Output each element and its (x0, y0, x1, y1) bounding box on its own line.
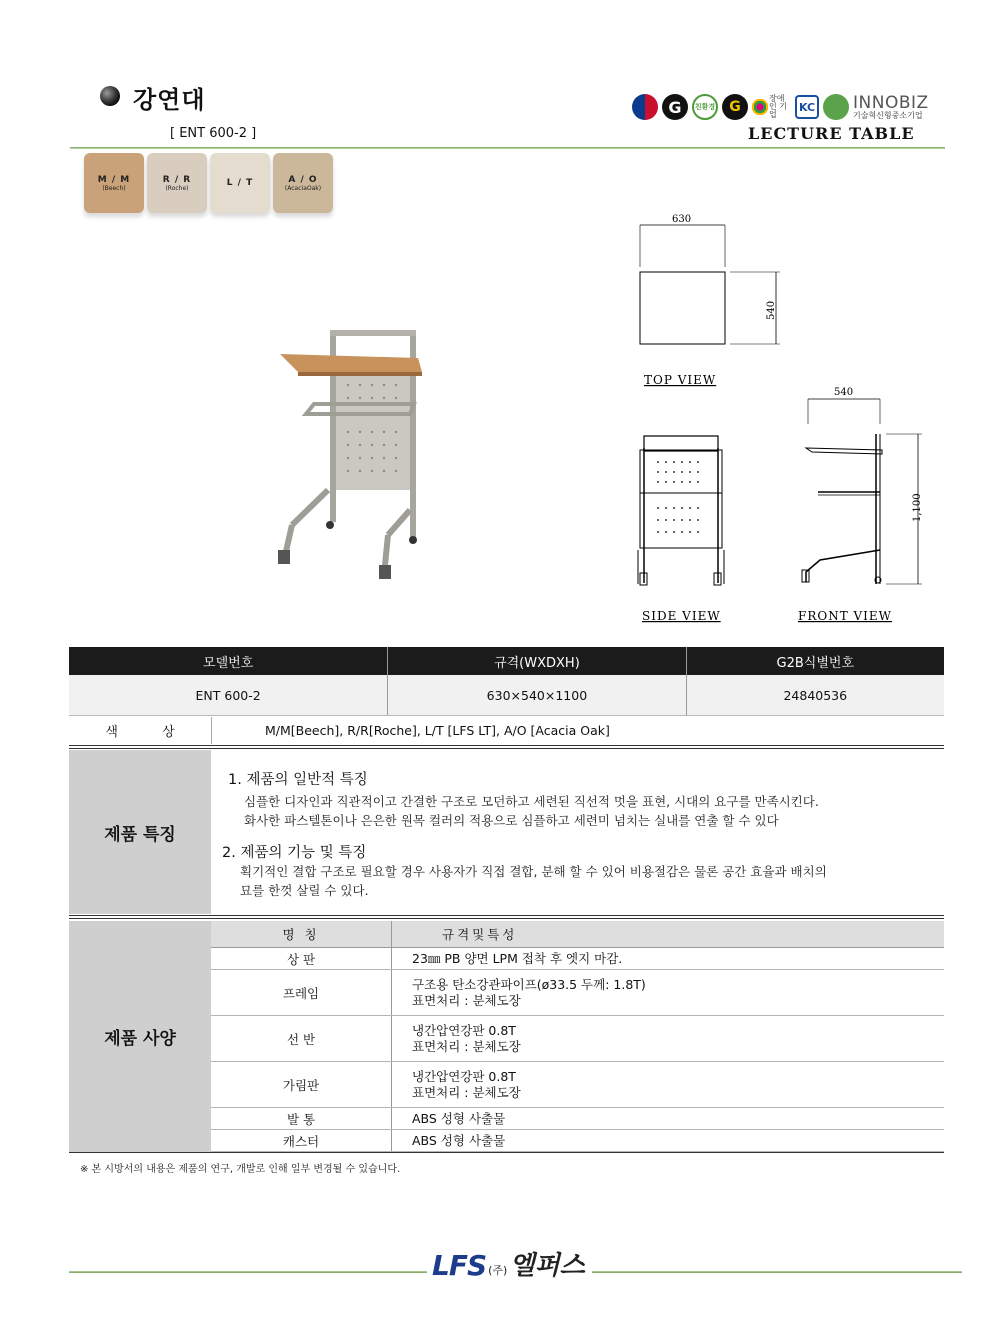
swatch-code: L / T (226, 178, 254, 188)
color-swatches (84, 153, 333, 213)
spec-value-line1: 냉간압연강판 0.8T (412, 1022, 516, 1038)
company-name-kor: 엘퍼스 (509, 1251, 585, 1281)
features-section (69, 750, 944, 914)
footer-divider-right (592, 1271, 962, 1273)
feature-line-1: 심플한 디자인과 직관적이고 간결한 구조로 모던하고 세련된 직선적 멋을 표현, 시대의 요구를 만족시킨다. (244, 794, 819, 809)
section-divider (69, 918, 944, 919)
spec-name: 프레임 (211, 970, 392, 1016)
title-bullet-icon (100, 86, 120, 106)
company-brand: LFS (432, 1249, 487, 1282)
swatch-acacia (273, 153, 333, 213)
features-body (211, 750, 944, 914)
spec-value-line1: 23㎜ PB 양면 LPM 접착 후 엣지 마감. (412, 950, 623, 966)
table-row (211, 1062, 944, 1108)
spec-header-size: 규격(WXDXH) (388, 647, 686, 675)
spec-table-row (69, 675, 944, 716)
swatch-lt (210, 153, 270, 213)
top-view-label: TOP VIEW (644, 373, 717, 387)
social-enterprise-icon (823, 94, 849, 120)
front-view-label: FRONT VIEW (798, 609, 893, 623)
model-code: [ ENT 600-2 ] (170, 126, 257, 141)
spec-value-line1: ABS 성형 사출물 (412, 1110, 506, 1126)
company-logo (432, 1245, 585, 1282)
spec-value (392, 1108, 945, 1130)
table-row (211, 970, 944, 1016)
spec-value-line1: ABS 성형 사출물 (412, 1132, 506, 1148)
spec-value-line2: 표면처리 : 분체도장 (412, 1038, 521, 1054)
spec-name: 발 통 (211, 1108, 392, 1130)
section-divider (69, 915, 944, 916)
specs-header-value: 규격및특성 (392, 921, 945, 948)
spec-model-value: ENT 600-2 (69, 675, 388, 715)
feature-heading-2: 2. 제품의 기능 및 특징 (222, 845, 367, 861)
table-row (211, 1130, 944, 1152)
specs-side-label: 제품 사양 (69, 921, 211, 1152)
feature-heading-1: 1. 제품의 일반적 특징 (228, 772, 368, 788)
section-divider (69, 1152, 944, 1153)
top-view-depth-dim: 540 (766, 300, 777, 320)
g-mark-icon: G (662, 94, 688, 120)
top-view-width-dim: 630 (672, 214, 692, 225)
features-side-label: 제품 특징 (69, 750, 211, 914)
spec-value (392, 1016, 945, 1062)
spec-value-line1: 냉간압연강판 0.8T (412, 1068, 516, 1084)
section-divider (69, 745, 944, 746)
footnote: ※ 본 시방서의 내용은 제품의 연구, 개발로 인해 일부 변경될 수 있습니다. (80, 1164, 401, 1175)
spec-value (392, 1130, 945, 1152)
product-category-en: LECTURE TABLE (748, 124, 915, 143)
top-view-drawing (630, 212, 790, 392)
front-view-height-dim: 1,100 (912, 493, 923, 522)
eco-friendly-icon (692, 94, 718, 120)
spec-value-line1: 구조용 탄소강관파이프(ø33.5 두께: 1.8T) (412, 976, 646, 992)
swatch-sub: (AcaciaOak) (284, 184, 322, 192)
company-corp-mark: (주) (488, 1264, 508, 1277)
spec-name: 선 반 (211, 1016, 392, 1062)
spec-header-model: 모델번호 (69, 647, 388, 675)
spec-value-line2: 표면처리 : 분체도장 (412, 992, 521, 1008)
certification-logos (632, 90, 929, 124)
spec-value (392, 948, 945, 970)
specs-section (69, 921, 944, 1152)
excellent-product-icon: G (722, 94, 748, 120)
page-title: 강연대 (133, 86, 206, 114)
side-view-label: SIDE VIEW (642, 609, 721, 623)
product-photo (270, 320, 440, 590)
korea-emblem-icon (632, 94, 658, 120)
specs-table (211, 921, 944, 1152)
swatch-sub: (Roche) (165, 184, 189, 192)
innobiz-subtext: 기술혁신형중소기업 (853, 110, 923, 120)
color-value: M/M[Beech], R/R[Roche], L/T [LFS LT], A/O [Acacia Oak] (265, 723, 610, 738)
feature-line-4: 묘를 한껏 살릴 수 있다. (240, 883, 369, 898)
spec-value (392, 1062, 945, 1108)
color-label: 색 상 (105, 725, 195, 740)
kc-mark-icon: KC (795, 95, 819, 119)
spec-value-line2: 표면처리 : 분체도장 (412, 1084, 521, 1100)
table-row (211, 1108, 944, 1130)
swatch-code: M / M (97, 174, 131, 185)
innobiz-logo (853, 92, 929, 120)
spec-name: 캐스터 (211, 1130, 392, 1152)
front-view-drawing (790, 384, 930, 628)
swatch-code: A / O (288, 174, 318, 185)
eco-label: 친환경 (694, 103, 716, 111)
side-view-drawing (630, 428, 740, 628)
front-view-width-dim: 540 (834, 387, 854, 398)
spec-table-header (69, 647, 944, 675)
innobiz-text: INNOBIZ (853, 92, 929, 113)
swatch-sub: (Beech) (102, 184, 126, 192)
disabled-company-icon (752, 95, 791, 119)
swatch-roche (147, 153, 207, 213)
specs-header-row (211, 921, 944, 948)
swatch-code: R / R (162, 174, 192, 185)
spec-name: 상 판 (211, 948, 392, 970)
disabled-company-label: 장애인 기업 (769, 94, 787, 119)
table-row (211, 948, 944, 970)
footer-divider-left (69, 1271, 427, 1273)
specs-header-name: 명 칭 (211, 921, 392, 948)
table-row (211, 1016, 944, 1062)
swatch-beech (84, 153, 144, 213)
spec-header-g2b: G2B식별번호 (776, 655, 855, 671)
spec-g2b-value: 24840536 (783, 687, 848, 703)
spec-name: 가림판 (211, 1062, 392, 1108)
section-divider (69, 748, 944, 749)
spec-value (392, 970, 945, 1016)
feature-line-3: 획기적인 결합 구조로 필요할 경우 사용자가 직접 결합, 분해 할 수 있어 비용절감은 물론 공간 효율과 배치의 (240, 864, 827, 879)
header-divider (70, 147, 945, 149)
feature-line-2: 화사한 파스텔톤이나 은은한 원목 컬러의 적용으로 심플하고 세련미 넘치는 실내를 연출 할 수 있다 (244, 813, 779, 828)
color-row (69, 717, 944, 744)
spec-size-value: 630×540×1100 (388, 675, 686, 715)
